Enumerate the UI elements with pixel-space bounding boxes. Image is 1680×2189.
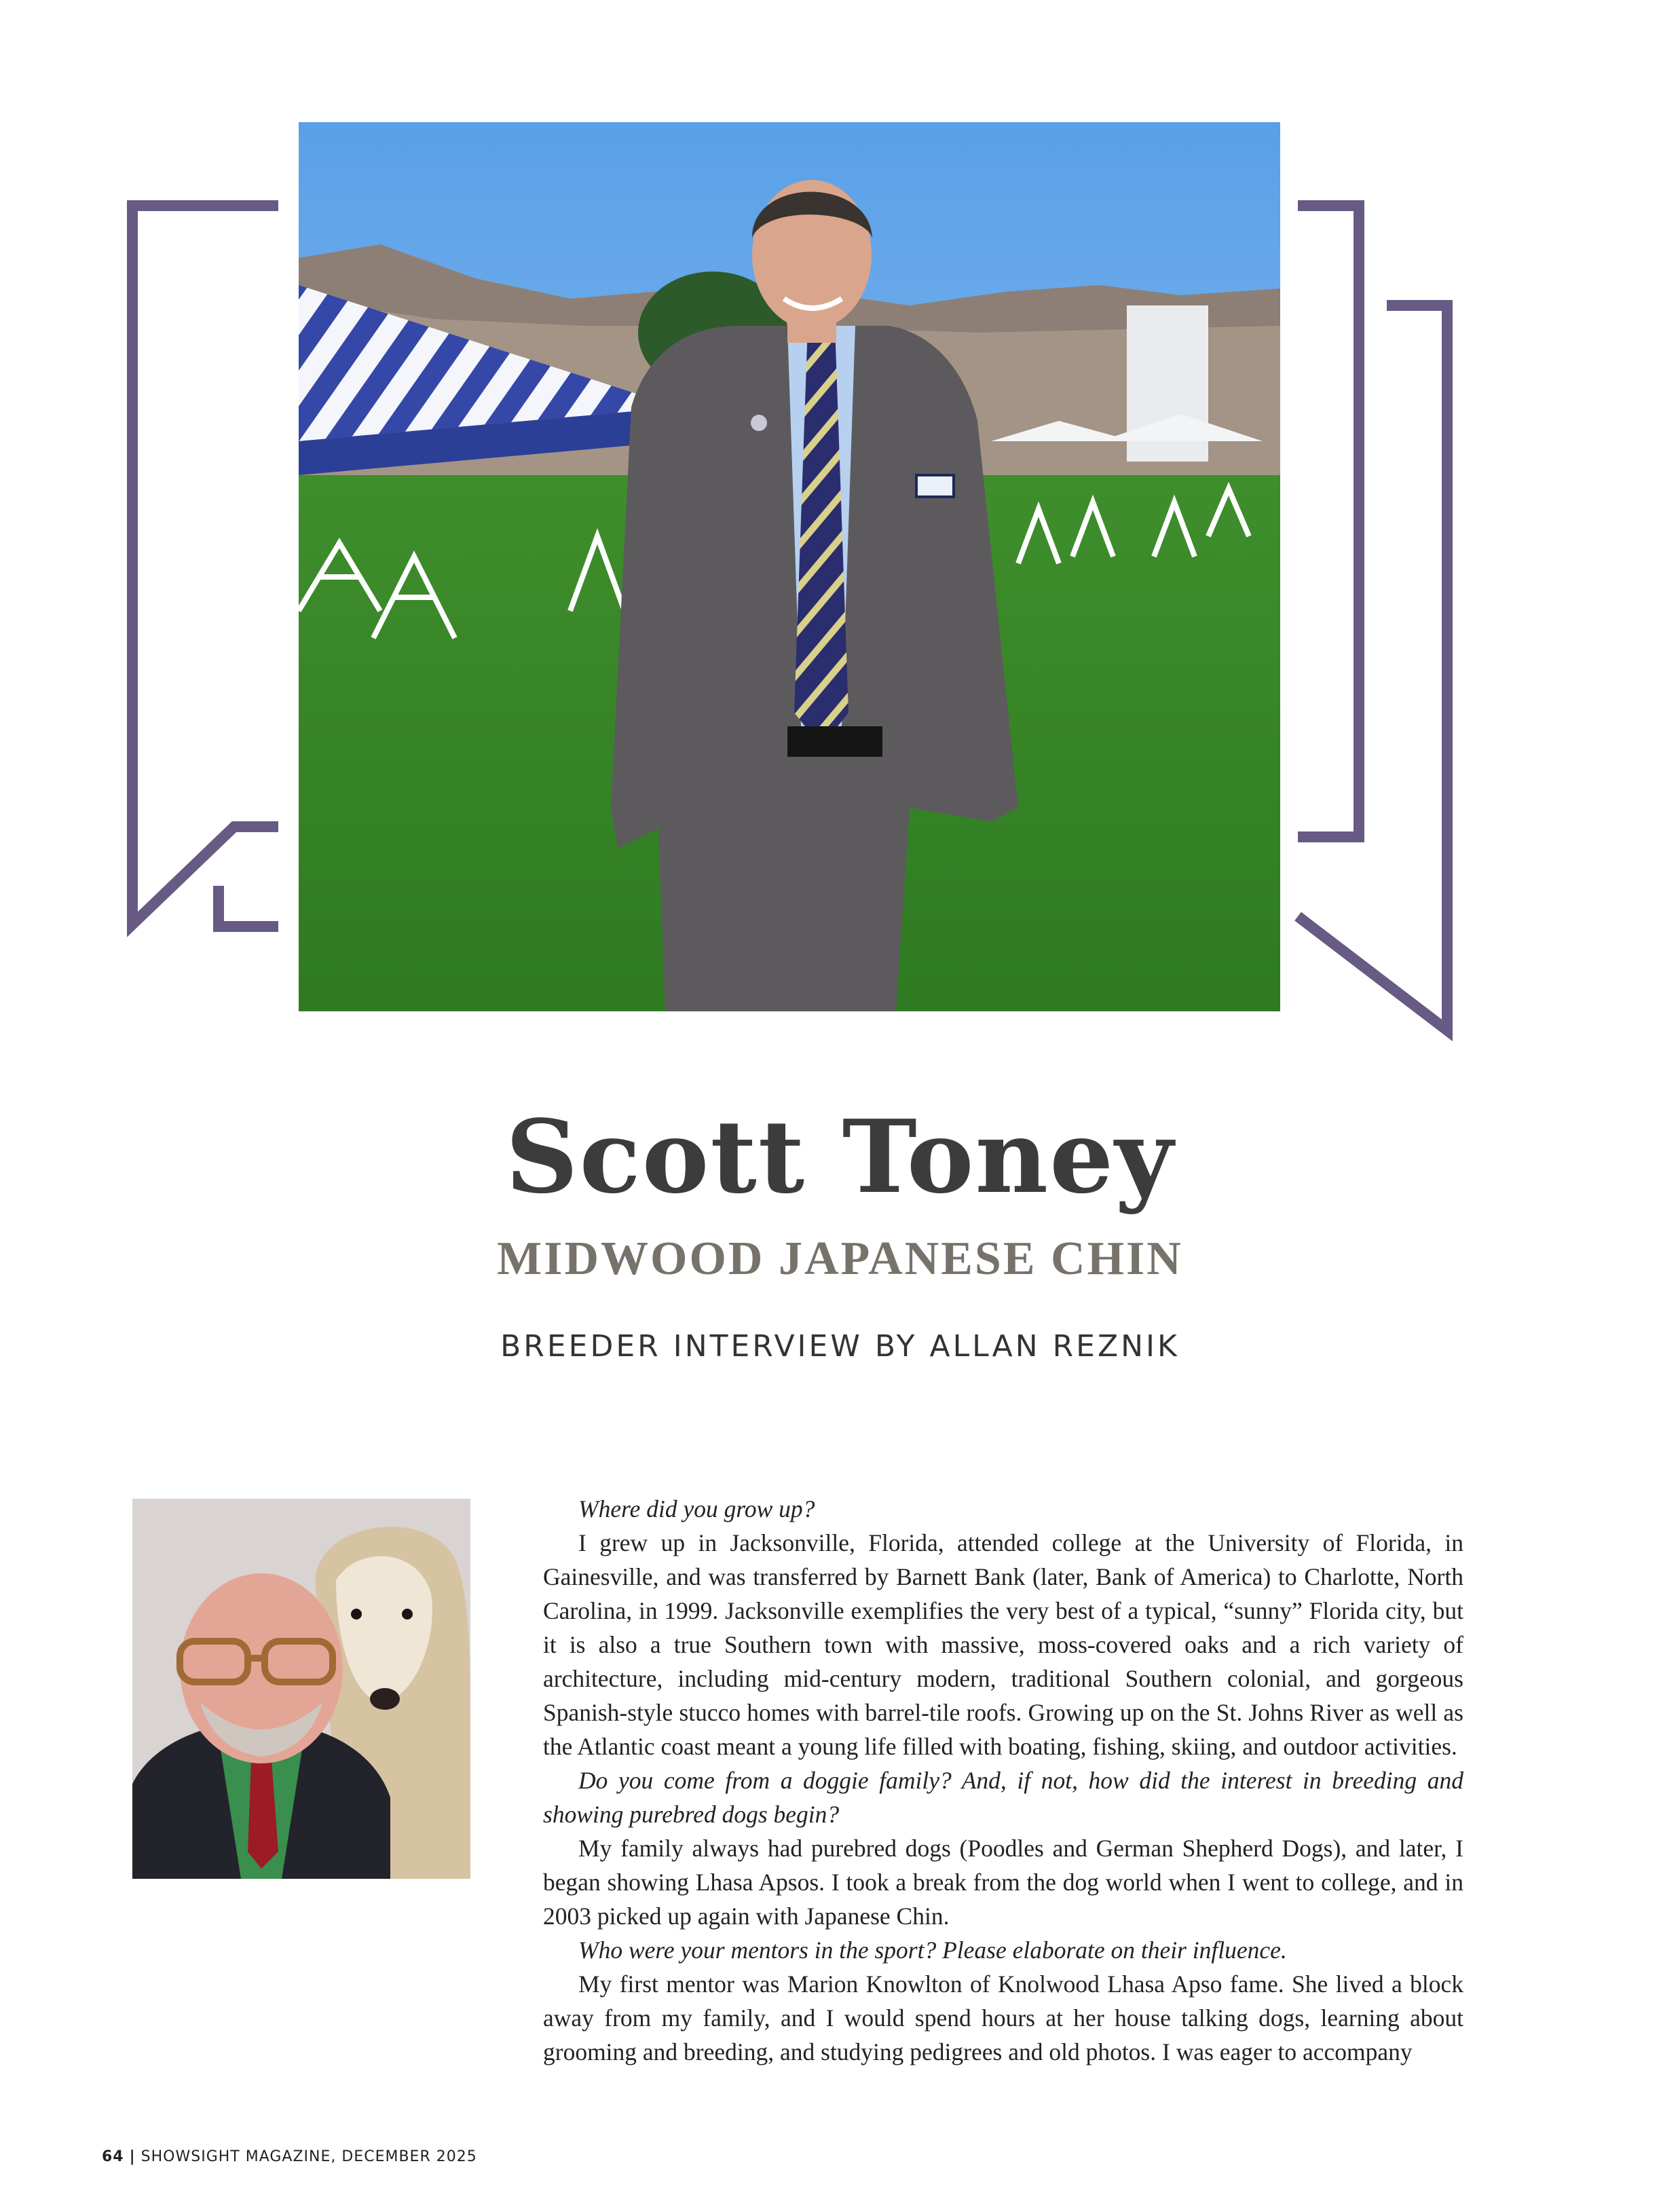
interview-question: Who were your mentors in the sport? Please elaborate on their influence. [578, 1937, 1287, 1964]
hero-photo [299, 122, 1280, 1011]
page-footer [102, 2148, 477, 2165]
interview-answer: I grew up in Jacksonville, Florida, attended college at the University of Florida, in Gainesville, and was transferred by Barnett Bank (later, Bank of America) to Charlotte, North Carolina, in 1999. Jacksonville exemplifies the very best of a typical, “sunny” Florida city, but it is also a true Southern town with massive, moss-covered oaks and a rich variety of architecture, including mid-century modern, traditional Southern colonial, and gorgeous Spanish-style stucco homes with barrel-tile roofs. Growing up on the St. Johns River as well as the Atlantic coast meant a young life filled with boating, fishing, skiing, and outdoor activities. [543, 1529, 1463, 1760]
interview-answer: My first mentor was Marion Knowlton of Knolwood Lhasa Apso fame. She lived a block away from my family, and I would spend hours at her house talking dogs, learning about grooming and breeding, and studying pedigrees and old photos. I was eager to accompany [543, 1970, 1463, 2065]
page-number: 64 [102, 2148, 124, 2165]
interview-answer: My family always had purebred dogs (Poodles and German Shepherd Dogs), and later, I began showing Lhasa Apsos. I took a break from the dog world when I went to college, and in 2003 picked up again with Japanese Chin. [543, 1835, 1463, 1930]
interviewer-portrait-photo [132, 1499, 470, 1879]
interview-question: Where did you grow up? [578, 1495, 815, 1522]
byline: BREEDER INTERVIEW BY ALLAN REZNIK [500, 1329, 1180, 1364]
interview-question: Do you come from a doggie family? And, if not, how did the interest in breeding and showing purebred dogs begin? [543, 1767, 1463, 1828]
kennel-name: MIDWOOD JAPANESE CHIN [497, 1233, 1183, 1285]
publication-name: SHOWSIGHT MAGAZINE, DECEMBER 2025 [141, 2148, 477, 2165]
footer-separator: | [129, 2148, 136, 2165]
interviewee-name: Scott Toney [505, 1098, 1175, 1216]
interview-body [543, 1492, 1463, 2069]
